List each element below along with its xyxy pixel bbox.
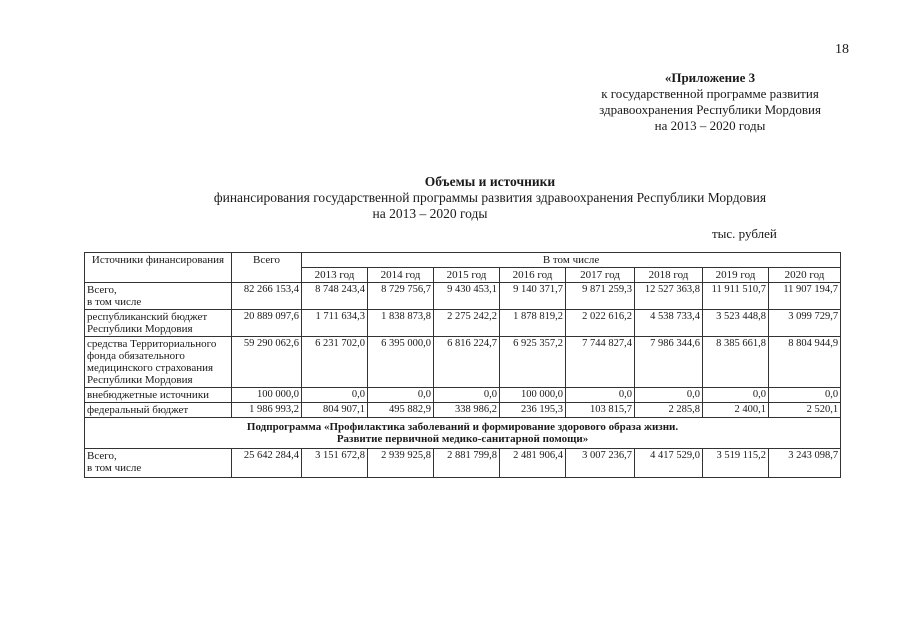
row-year-value: 2 285,8: [635, 403, 703, 418]
subprogram-line-2: Развитие первичной медико-санитарной помощи»: [336, 433, 589, 445]
table-row: [85, 283, 841, 310]
row-label: Всего, в том числе: [85, 283, 232, 310]
header-total: Всего: [232, 253, 302, 283]
row-year-value: 804 907,1: [302, 403, 368, 418]
subprogram-title: [85, 418, 841, 449]
appendix-line-3: здравоохранения Республики Мордовия: [599, 102, 821, 117]
row-year-value: 0,0: [566, 388, 635, 403]
row-year-value: 3 099 729,7: [769, 310, 841, 337]
row-year-value: 9 140 371,7: [500, 283, 566, 310]
header-sources: Источники финансирования: [85, 253, 232, 283]
appendix-line-4: на 2013 – 2020 годы: [654, 118, 766, 133]
row-year-value: 9 871 259,3: [566, 283, 635, 310]
row-year-value: 0,0: [635, 388, 703, 403]
header-year: 2016 год: [500, 268, 566, 283]
row-total: 25 642 284,4: [232, 449, 302, 478]
row-year-value: 0,0: [769, 388, 841, 403]
title-line-2: финансирования государственной программы развития здравоохранения Республики Мордовия: [213, 190, 767, 205]
row-year-value: 338 986,2: [434, 403, 500, 418]
row-year-value: 2 481 906,4: [500, 449, 566, 478]
row-year-value: 1 878 819,2: [500, 310, 566, 337]
row-total: 100 000,0: [232, 388, 302, 403]
row-year-value: 6 231 702,0: [302, 337, 368, 388]
appendix-header: [560, 70, 860, 134]
table-body: [85, 283, 841, 478]
table-row: [85, 403, 841, 418]
header-year: 2020 год: [769, 268, 841, 283]
row-year-value: 8 804 944,9: [769, 337, 841, 388]
row-label: республиканский бюджет Республики Мордовия: [85, 310, 232, 337]
row-year-value: 2 520,1: [769, 403, 841, 418]
row-year-value: 7 744 827,4: [566, 337, 635, 388]
row-label: внебюджетные источники: [85, 388, 232, 403]
row-year-value: 2 275 242,2: [434, 310, 500, 337]
row-year-value: 8 385 661,8: [703, 337, 769, 388]
row-year-value: 3 519 115,2: [703, 449, 769, 478]
row-year-value: 9 430 453,1: [434, 283, 500, 310]
appendix-title: «Приложение 3: [664, 70, 756, 85]
subprogram-line-1: Подпрограмма «Профилактика заболеваний и формирование здорового образа жизни.: [246, 421, 679, 433]
row-year-value: 1 838 873,8: [368, 310, 434, 337]
row-year-value: 6 816 224,7: [434, 337, 500, 388]
row-year-value: 100 000,0: [500, 388, 566, 403]
row-year-value: 2 400,1: [703, 403, 769, 418]
row-year-value: 8 748 243,4: [302, 283, 368, 310]
row-year-value: 4 417 529,0: [635, 449, 703, 478]
row-year-value: 0,0: [368, 388, 434, 403]
row-year-value: 3 523 448,8: [703, 310, 769, 337]
row-year-value: 11 911 510,7: [703, 283, 769, 310]
title-line-3: на 2013 – 2020 годы: [372, 206, 488, 221]
table-row: [85, 449, 841, 478]
row-year-value: 1 711 634,3: [302, 310, 368, 337]
appendix-line-2: к государственной программе развития: [601, 86, 819, 101]
row-year-value: 3 151 672,8: [302, 449, 368, 478]
financing-table: [84, 252, 841, 478]
row-year-value: 2 022 616,2: [566, 310, 635, 337]
header-year: 2018 год: [635, 268, 703, 283]
row-total: 1 986 993,2: [232, 403, 302, 418]
row-year-value: 3 243 098,7: [769, 449, 841, 478]
row-year-value: 3 007 236,7: [566, 449, 635, 478]
row-year-value: 6 395 000,0: [368, 337, 434, 388]
row-year-value: 103 815,7: [566, 403, 635, 418]
row-year-value: 4 538 733,4: [635, 310, 703, 337]
row-total: 59 290 062,6: [232, 337, 302, 388]
row-year-value: 7 986 344,6: [635, 337, 703, 388]
row-year-value: 6 925 357,2: [500, 337, 566, 388]
row-total: 20 889 097,6: [232, 310, 302, 337]
header-year: 2014 год: [368, 268, 434, 283]
row-year-value: 0,0: [434, 388, 500, 403]
row-year-value: 11 907 194,7: [769, 283, 841, 310]
document-title: [80, 174, 900, 222]
row-year-value: 12 527 363,8: [635, 283, 703, 310]
header-year: 2015 год: [434, 268, 500, 283]
row-year-value: 2 881 799,8: [434, 449, 500, 478]
table-header: [85, 253, 841, 283]
header-year: 2019 год: [703, 268, 769, 283]
row-total: 82 266 153,4: [232, 283, 302, 310]
title-line-1: Объемы и источники: [424, 174, 556, 189]
row-label: федеральный бюджет: [85, 403, 232, 418]
row-year-value: 236 195,3: [500, 403, 566, 418]
table-row: [85, 337, 841, 388]
table-row: [85, 310, 841, 337]
row-year-value: 495 882,9: [368, 403, 434, 418]
row-label: средства Территориального фонда обязательного медицинского страхования Республики Мордовия: [85, 337, 232, 388]
units-label: тыс. рублей: [712, 226, 777, 241]
row-year-value: 8 729 756,7: [368, 283, 434, 310]
subprogram-row: [85, 418, 841, 449]
header-year: 2017 год: [566, 268, 635, 283]
page-number: 18: [835, 42, 849, 57]
header-including: В том числе: [302, 253, 841, 268]
row-year-value: 0,0: [703, 388, 769, 403]
row-label: Всего, в том числе: [85, 449, 232, 478]
row-year-value: 0,0: [302, 388, 368, 403]
header-year: 2013 год: [302, 268, 368, 283]
row-year-value: 2 939 925,8: [368, 449, 434, 478]
table-row: [85, 388, 841, 403]
